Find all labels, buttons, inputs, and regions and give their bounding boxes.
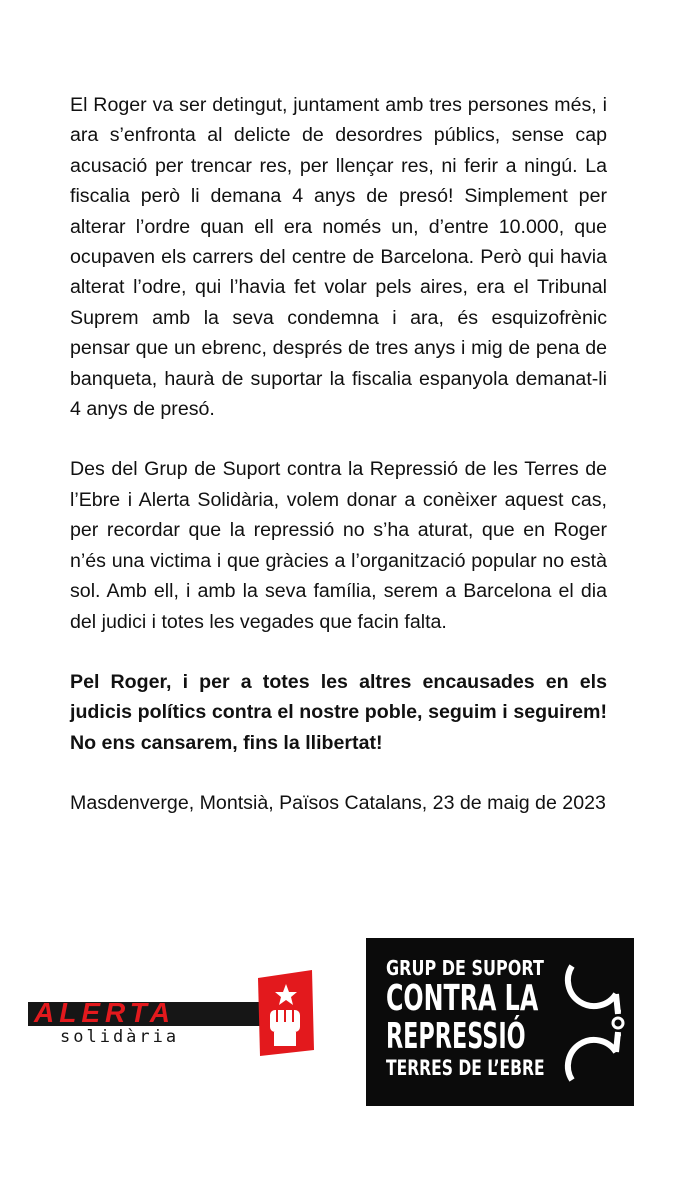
gsr-line-2: CONTRA LA bbox=[386, 978, 539, 1019]
paragraph-1: El Roger va ser detingut, juntament amb tres persones més, i ara s’enfronta al delicte de desordres públics, sense cap acusació per trencar res, per llençar res, ni ferir a ningú. La fiscalia però li demana 4 anys de presó! Simplement per alterar l’ordre quan ell era només un, d’entre 10.000, que ocupaven els carrers del centre de Barcelona. Però qui havia alterat l’odre, qui l’havia fet volar pels aires, era el Tribunal Suprem amb la seva condemna i ara, és esquizofrènic pensar que un ebrenc, després de tres anys i mig de pena de banqueta, haurà de suportar la fiscalia espanyola demanat-li 4 anys de presó. bbox=[70, 94, 607, 421]
alerta-solidaria-logo bbox=[28, 970, 308, 1060]
signature-place-date: Masdenverge, Montsià, Països Catalans, 23 de maig de 2023 bbox=[70, 792, 606, 815]
handcuffs-icon bbox=[558, 952, 626, 1094]
paragraph-2: Des del Grup de Suport contra la Repressió de les Terres de l’Ebre i Alerta Solidària, volem donar a conèixer aquest cas, per recordar que la repressió no s’ha aturat, que en Roger n’és una victima i que gràcies a l’organització popular no està sol. Amb ell, i amb la seva família, serem a Barcelona el dia del judici i totes les vegades que facin falta. bbox=[70, 458, 607, 633]
alerta-wordmark: ALERTA bbox=[34, 997, 175, 1028]
gsr-wordmark bbox=[386, 956, 566, 1080]
closing-statement: Pel Roger, i per a totes les altres encausades en els judicis polítics contra el nostre poble, seguim i seguirem! No ens cansarem, fins la llibertat! bbox=[70, 670, 607, 754]
gsr-line-3: REPRESSIÓ bbox=[386, 1016, 526, 1057]
star-fist-emblem-icon bbox=[256, 970, 314, 1056]
letter-body bbox=[70, 90, 607, 819]
gsr-line-4: TERRES DE L’EBRE bbox=[386, 1056, 545, 1080]
grup-suport-repressio-logo bbox=[366, 938, 634, 1106]
solidaria-wordmark: solidària bbox=[60, 1027, 180, 1047]
gsr-line-1: GRUP DE SUPORT bbox=[386, 956, 544, 980]
